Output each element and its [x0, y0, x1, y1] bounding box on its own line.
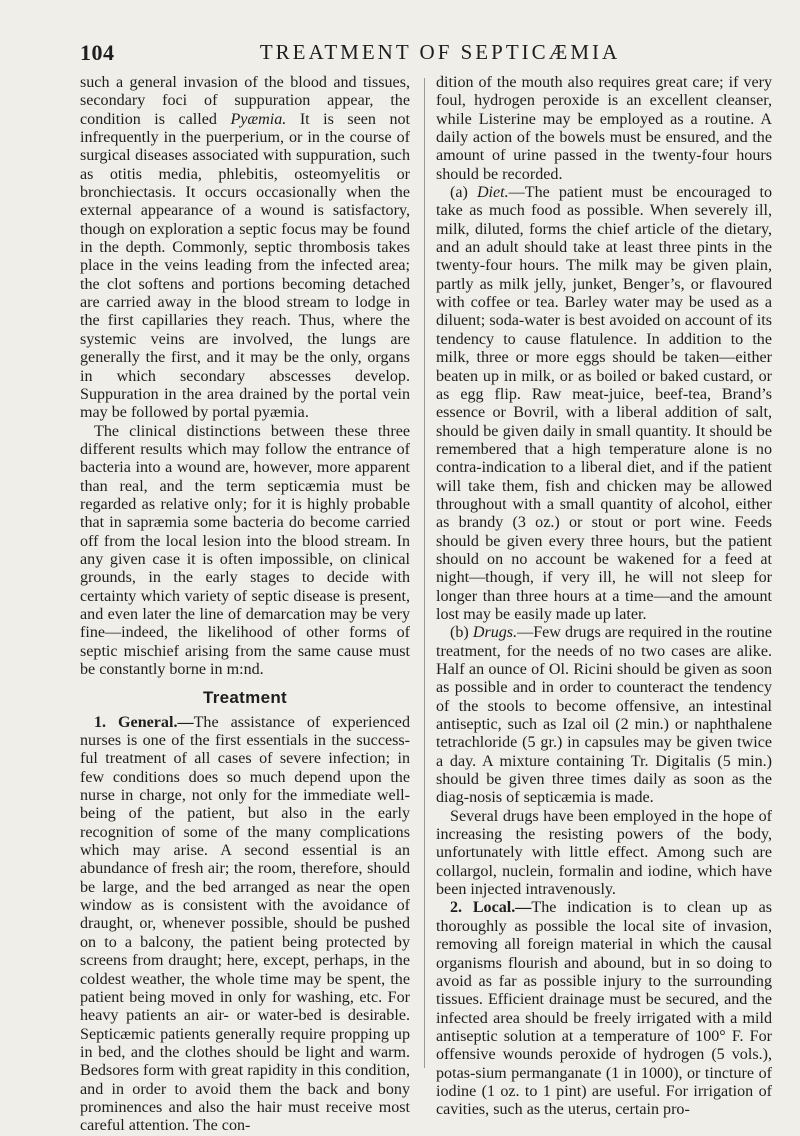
subheading-general: 1. General.— [94, 713, 194, 731]
term-pyaemia: Pyæmia. [230, 110, 287, 128]
paragraph-text: —Few drugs are required in the routine treatment, for the needs of no two cases are alike. Half an ounce of Ol. Ricini should be given as soon as possible and in order to counteract the tendency of the stools to become offensive, an intestinal antiseptic, such as Izal oil (2 min.) or naphthalene tetrachloride (5 gr.) in capsules may be given twice a day. A mixture containing Tr. Digitalis (5 min.) should be given three times daily as soon as the diag-nosis of septicæmia is made. [436, 624, 772, 807]
term-diet: Diet. [476, 184, 509, 202]
section-heading-treatment: Treatment [203, 688, 287, 708]
page-number: 104 [80, 40, 115, 65]
paragraph-text: such a general invasion of the blood and tissues, secondary foci of suppuration appear, the condition is called [80, 74, 410, 128]
paragraph-diet [436, 184, 772, 624]
term-drugs: Drugs. [472, 624, 518, 642]
paragraph-clinical-distinctions: The clinical distinctions between these three different results which may follow the entrance of bacteria into a wound are, however, more apparent than real, and the term septicæmia must be regarded as relative only; for it is highly probable that in sapræmia some bacteria do become carried off from the local lesion into the blood stream. In any given case it is often impossible, on clinical grounds, in the early stages to decide with certainty which variety of septic disease is present, and even later the line of demarcation may be very fine—indeed, the likelihood of other forms of septic mischief arising from the same cause must be constantly borne in m:nd. [80, 422, 410, 678]
paragraph-text: The indication is to clean up as thoroughly as possible the local site of invasion, removing all foreign material in which the causal organisms flourish and abound, but in so doing to avoid as far as possible injury to the surrounding tissues. Efficient drainage must be secured, and the infected area should be freely irrigated with a mild antiseptic solution at a temperature of 100° F. For offensive wounds peroxide of hydrogen (5 vols.), potas-sium permanganate (1 in 1000), or tincture of iodine (1 oz. to 1 pint) are useful. For irrigation of cavities, such as the uterus, certain pro- [436, 899, 772, 1119]
running-head [80, 40, 760, 70]
item-marker: (b) [450, 624, 469, 642]
paragraph-text: The assistance of experienced nurses is one of the first essentials in the success-ful treatment of all cases of severe infection; in few conditions does so much depend upon the nurse in charge, not only for the immediate well-being of the patient, but also in the early recognition of some of the many complications which may arise. A second essential is an abundance of fresh air; the room, therefore, should be large, and the bed arranged as near the open window as is consistent with the avoidance of draught, or, whenever possible, should be pushed on to a balcony, the patient being protected by screens from draught; here, except, perhaps, in the coldest weather, the whole time may be spent, the patient being moved in only for washing, etc. For heavy patients an air- or water-bed is desirable. Septicæmic patients generally require propping up in bed, and the clothes should be light and warm. Bedsores form with great rapidity in this condition, and in order to avoid them the back and bony prominences and also the hair must receive most careful attention. The con- [80, 713, 410, 1135]
paragraph-drugs [436, 624, 772, 807]
left-column [80, 74, 410, 1136]
item-marker: (a) [450, 184, 468, 202]
paragraph-text: It is seen not infrequently in the puerperium, or in the course of surgical diseases associated with suppuration, such as otitis media, phlebitis, osteomyelitis or bronchiectasis. It occurs occasionally when the external appearance of a wound is satisfactory, though on exploration a septic focus may be found in the depth. Commonly, septic thrombosis takes place in the veins leading from the infected area; the clot softens and portions becoming detached are carried away in the blood stream to lodge in the first capillaries they reach. Thus, where the systemic veins are involved, the lungs are generally the first, and it may be the only, organs in which secondary abscesses develop. Suppuration in the area drained by the portal vein may be followed by portal pyæmia. [80, 110, 411, 422]
running-title: TREATMENT OF SEPTICÆMIA [259, 40, 621, 64]
paragraph-several-drugs: Several drugs have been employed in the hope of increasing the resisting powers of the body, unfortunately with little effect. Among such are collargol, nuclein, formalin and iodine, which have been injected intravenously. [436, 807, 772, 899]
paragraph-general [80, 714, 410, 1136]
paragraph-pyaemia [80, 74, 410, 423]
subheading-local: 2. Local.— [450, 899, 532, 917]
column-divider [424, 78, 425, 1068]
right-column [436, 74, 772, 1120]
paragraph-mouth-care: dition of the mouth also requires great care; if very foul, hydrogen peroxide is an excellent cleanser, while Listerine may be employed as a routine. A daily action of the bowels must be ensured, and the amount of urine passed in the twenty-four hours should be recorded. [436, 74, 772, 183]
paragraph-local [436, 899, 772, 1119]
paragraph-text: —The patient must be encouraged to take as much food as possible. When severely ill, milk, diluted, forms the chief article of the dietary, and an adult should take at least three pints in the twenty-four hours. The milk may be given plain, partly as milk jelly, junket, Benger’s, or flavoured with coffee or tea. Barley water may be used as a diluent; soda-water is best avoided on account of its tendency to cause flatulence. In addition to the milk, three or more eggs should be taken—either beaten up in milk, or as boiled or baked custard, or as egg flip. Raw meat-juice, beef-tea, Brand’s essence or Bovril, with a liberal addition of salt, should be given daily in small quantity. It should be remembered that a high temperature alone is no contra-indication to a liberal diet, and if the patient will take them, fish and chicken may be allowed throughout with a small quantity of alcohol, either as brandy (3 oz.) or stout or port wine. Feeds should be given every three hours, but the patient should on no account be wakened for a feed at night—though, if very ill, he will not sleep for longer than three hours at a time—and the amount lost may be easily made up later. [436, 184, 773, 623]
